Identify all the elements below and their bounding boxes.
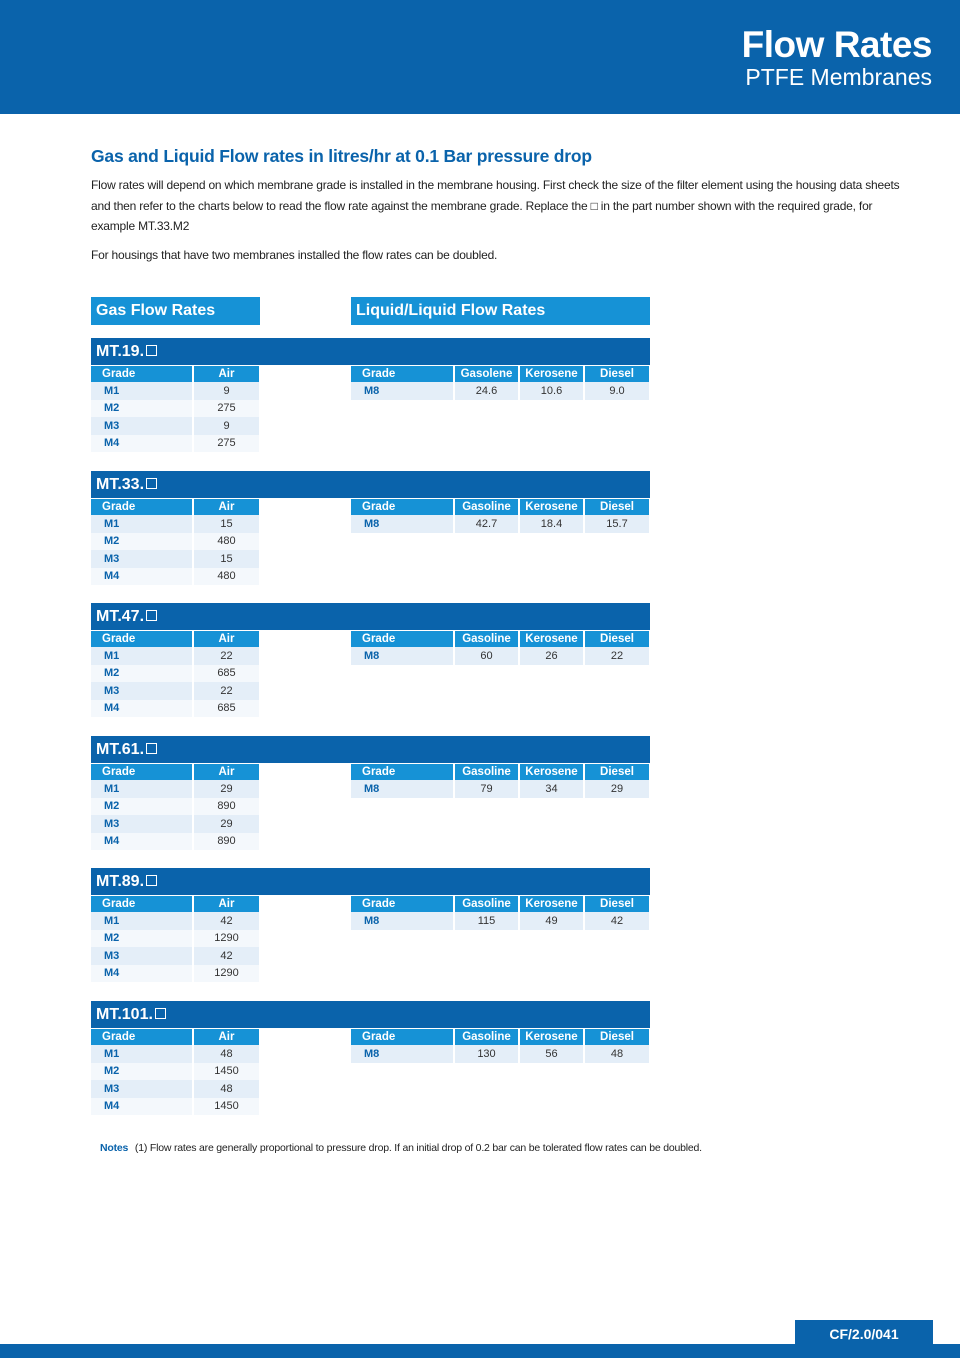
table-cell: 890: [193, 798, 259, 816]
gas-flow-table: [91, 631, 259, 717]
table-cell: 48: [193, 1045, 259, 1063]
intro-text-a: Flow rates will depend on which membrane grade is installed in the membrane housing. First check the size of the filter element using the housing data sheets and then refer to the charts below to read the flow rate against the membrane grade. Replace the: [91, 178, 900, 213]
table-cell: M3: [91, 682, 193, 700]
table-header-row: [351, 631, 649, 647]
table-cell: M4: [91, 435, 193, 453]
table-row: [91, 1045, 259, 1063]
table-row: [91, 947, 259, 965]
notes: [100, 1142, 702, 1154]
intro-heading: Gas and Liquid Flow rates in litres/hr at 0.1 Bar pressure drop: [91, 146, 592, 166]
table-cell: M1: [91, 647, 193, 665]
table-cell: 275: [193, 435, 259, 453]
table-cell: 9.0: [584, 382, 649, 400]
housing-name: MT.101.: [96, 1006, 153, 1023]
table-header-row: [91, 896, 259, 912]
housing-block: [91, 1001, 651, 1123]
column-header: Gasoline: [454, 499, 519, 515]
liquid-flow-table: [351, 499, 649, 533]
placeholder-box-icon: [146, 743, 157, 754]
placeholder-box-icon: [146, 875, 157, 886]
table-row: [91, 515, 259, 533]
housing-name: MT.19.: [96, 343, 145, 360]
gas-flow-table: [91, 896, 259, 982]
housing-block: [91, 471, 651, 593]
table-cell: 15: [193, 550, 259, 568]
table-row: [91, 550, 259, 568]
table-cell: M8: [351, 382, 454, 400]
column-header: Diesel: [584, 631, 649, 647]
housing-name: MT.33.: [96, 476, 145, 493]
table-cell: M2: [91, 1063, 193, 1081]
table-cell: 22: [193, 682, 259, 700]
column-header: Air: [193, 366, 259, 382]
housing-band: [91, 868, 650, 895]
placeholder-box-icon: [146, 610, 157, 621]
column-header: Grade: [351, 631, 454, 647]
liquid-flow-table: [351, 1029, 649, 1063]
table-cell: M2: [91, 798, 193, 816]
intro-section: [91, 146, 911, 265]
table-cell: 1450: [193, 1063, 259, 1081]
table-cell: M4: [91, 965, 193, 983]
table-cell: 49: [519, 912, 584, 930]
table-cell: M4: [91, 1098, 193, 1116]
table-header-row: [91, 764, 259, 780]
column-header: Air: [193, 1029, 259, 1045]
table-cell: M8: [351, 515, 454, 533]
page-header: [0, 0, 960, 114]
table-row: [91, 665, 259, 683]
column-header: Grade: [351, 499, 454, 515]
table-row: [351, 780, 649, 798]
table-cell: 48: [584, 1045, 649, 1063]
housing-band: [91, 1001, 650, 1028]
liquid-flow-title: Liquid/Liquid Flow Rates: [351, 297, 650, 325]
table-row: [91, 568, 259, 586]
table-cell: M2: [91, 400, 193, 418]
placeholder-box-icon: [146, 478, 157, 489]
gas-flow-table: [91, 764, 259, 850]
table-cell: M3: [91, 550, 193, 568]
column-header: Kerosene: [519, 896, 584, 912]
table-row: [351, 647, 649, 665]
table-cell: 42.7: [454, 515, 519, 533]
gas-flow-title: Gas Flow Rates: [91, 297, 260, 325]
table-cell: 1290: [193, 930, 259, 948]
table-cell: M8: [351, 912, 454, 930]
column-header: Grade: [91, 896, 193, 912]
housing-band: [91, 736, 650, 763]
column-header: Gasoline: [454, 764, 519, 780]
placeholder-box-icon: [146, 345, 157, 356]
table-row: [91, 700, 259, 718]
column-header: Gasoline: [454, 1029, 519, 1045]
liquid-flow-table: [351, 764, 649, 798]
table-cell: 685: [193, 700, 259, 718]
table-cell: 1450: [193, 1098, 259, 1116]
table-cell: 29: [193, 815, 259, 833]
table-row: [91, 682, 259, 700]
column-header: Diesel: [584, 896, 649, 912]
table-header-row: [351, 366, 649, 382]
housing-name: MT.47.: [96, 608, 145, 625]
table-header-row: [91, 499, 259, 515]
table-cell: 15.7: [584, 515, 649, 533]
table-row: [91, 382, 259, 400]
column-header: Grade: [91, 631, 193, 647]
housing-name: MT.61.: [96, 741, 145, 758]
table-row: [91, 1080, 259, 1098]
table-cell: M3: [91, 417, 193, 435]
housing-name: MT.89.: [96, 873, 145, 890]
notes-label: Notes: [100, 1142, 129, 1154]
table-cell: 60: [454, 647, 519, 665]
table-row: [91, 417, 259, 435]
table-cell: 480: [193, 533, 259, 551]
column-header: Diesel: [584, 764, 649, 780]
column-header: Air: [193, 499, 259, 515]
table-row: [351, 382, 649, 400]
table-cell: 29: [193, 780, 259, 798]
gas-flow-table: [91, 366, 259, 452]
column-header: Air: [193, 764, 259, 780]
table-row: [91, 1098, 259, 1116]
table-cell: M1: [91, 780, 193, 798]
table-header-row: [91, 631, 259, 647]
housing-band: [91, 338, 650, 365]
footer-bar: [0, 1344, 960, 1358]
column-header: Air: [193, 896, 259, 912]
table-cell: M8: [351, 647, 454, 665]
housing-block: [91, 868, 651, 990]
table-cell: M2: [91, 533, 193, 551]
column-header: Grade: [351, 896, 454, 912]
intro-text-b: in the part number shown with the required grade, for example MT.33.M2: [91, 198, 873, 233]
gas-flow-table: [91, 499, 259, 585]
table-row: [91, 965, 259, 983]
table-cell: 130: [454, 1045, 519, 1063]
column-header: Kerosene: [519, 764, 584, 780]
table-cell: M4: [91, 700, 193, 718]
table-row: [351, 515, 649, 533]
column-header: Grade: [91, 366, 193, 382]
table-cell: 56: [519, 1045, 584, 1063]
column-header: Grade: [351, 1029, 454, 1045]
table-cell: 42: [584, 912, 649, 930]
table-cell: 22: [193, 647, 259, 665]
liquid-flow-table: [351, 631, 649, 665]
table-cell: 24.6: [454, 382, 519, 400]
liquid-flow-table: [351, 366, 649, 400]
column-header: Air: [193, 631, 259, 647]
table-cell: M1: [91, 382, 193, 400]
table-cell: 9: [193, 417, 259, 435]
column-header: Grade: [351, 366, 454, 382]
table-cell: M4: [91, 568, 193, 586]
page-title: Flow Rates: [741, 24, 932, 65]
column-header: Diesel: [584, 366, 649, 382]
table-header-row: [351, 764, 649, 780]
table-cell: M4: [91, 833, 193, 851]
table-header-row: [351, 499, 649, 515]
housing-band: [91, 603, 650, 630]
intro-paragraph-doubled: For housings that have two membranes installed the flow rates can be doubled.: [91, 247, 498, 262]
table-row: [91, 798, 259, 816]
placeholder-box-icon: [155, 1008, 166, 1019]
column-header: Gasolene: [454, 366, 519, 382]
table-cell: 480: [193, 568, 259, 586]
table-row: [91, 1063, 259, 1081]
table-cell: 29: [584, 780, 649, 798]
table-cell: 48: [193, 1080, 259, 1098]
table-cell: M2: [91, 930, 193, 948]
table-header-row: [351, 1029, 649, 1045]
column-header: Gasoline: [454, 631, 519, 647]
table-cell: 275: [193, 400, 259, 418]
table-cell: M8: [351, 780, 454, 798]
table-row: [91, 780, 259, 798]
column-header: Kerosene: [519, 1029, 584, 1045]
table-cell: 22: [584, 647, 649, 665]
column-header: Kerosene: [519, 631, 584, 647]
table-cell: 685: [193, 665, 259, 683]
table-header-row: [91, 366, 259, 382]
table-row: [351, 1045, 649, 1063]
column-header: Grade: [91, 1029, 193, 1045]
table-row: [91, 400, 259, 418]
gas-flow-table: [91, 1029, 259, 1115]
table-row: [351, 912, 649, 930]
column-header: Diesel: [584, 499, 649, 515]
table-cell: 79: [454, 780, 519, 798]
table-cell: 890: [193, 833, 259, 851]
table-cell: 9: [193, 382, 259, 400]
table-header-row: [91, 1029, 259, 1045]
column-header: Grade: [91, 499, 193, 515]
column-header: Grade: [91, 764, 193, 780]
table-cell: 1290: [193, 965, 259, 983]
table-cell: M3: [91, 815, 193, 833]
housing-band: [91, 471, 650, 498]
table-row: [91, 912, 259, 930]
document-reference: CF/2.0/041: [795, 1320, 933, 1350]
table-cell: M3: [91, 1080, 193, 1098]
column-header: Gasoline: [454, 896, 519, 912]
table-cell: 115: [454, 912, 519, 930]
notes-text: (1) Flow rates are generally proportional to pressure drop. If an initial drop of 0.2 bar can be tolerated flow rates can be doubled.: [134, 1142, 702, 1154]
liquid-flow-table: [351, 896, 649, 930]
table-header-row: [351, 896, 649, 912]
table-cell: M1: [91, 912, 193, 930]
table-row: [91, 533, 259, 551]
placeholder-box-icon: □: [590, 198, 598, 213]
table-cell: 34: [519, 780, 584, 798]
table-cell: 18.4: [519, 515, 584, 533]
table-cell: 26: [519, 647, 584, 665]
table-cell: 10.6: [519, 382, 584, 400]
housing-block: [91, 736, 651, 858]
table-cell: M1: [91, 515, 193, 533]
table-row: [91, 930, 259, 948]
housing-block: [91, 338, 651, 460]
intro-paragraph: [91, 175, 911, 237]
table-cell: M8: [351, 1045, 454, 1063]
table-cell: 42: [193, 912, 259, 930]
table-row: [91, 833, 259, 851]
table-cell: M2: [91, 665, 193, 683]
column-header: Kerosene: [519, 499, 584, 515]
page-subtitle: PTFE Membranes: [745, 64, 932, 90]
table-row: [91, 647, 259, 665]
table-row: [91, 815, 259, 833]
column-header: Grade: [351, 764, 454, 780]
housing-block: [91, 603, 651, 725]
table-cell: M3: [91, 947, 193, 965]
table-cell: 42: [193, 947, 259, 965]
table-row: [91, 435, 259, 453]
table-cell: 15: [193, 515, 259, 533]
column-header: Diesel: [584, 1029, 649, 1045]
table-cell: M1: [91, 1045, 193, 1063]
column-header: Kerosene: [519, 366, 584, 382]
